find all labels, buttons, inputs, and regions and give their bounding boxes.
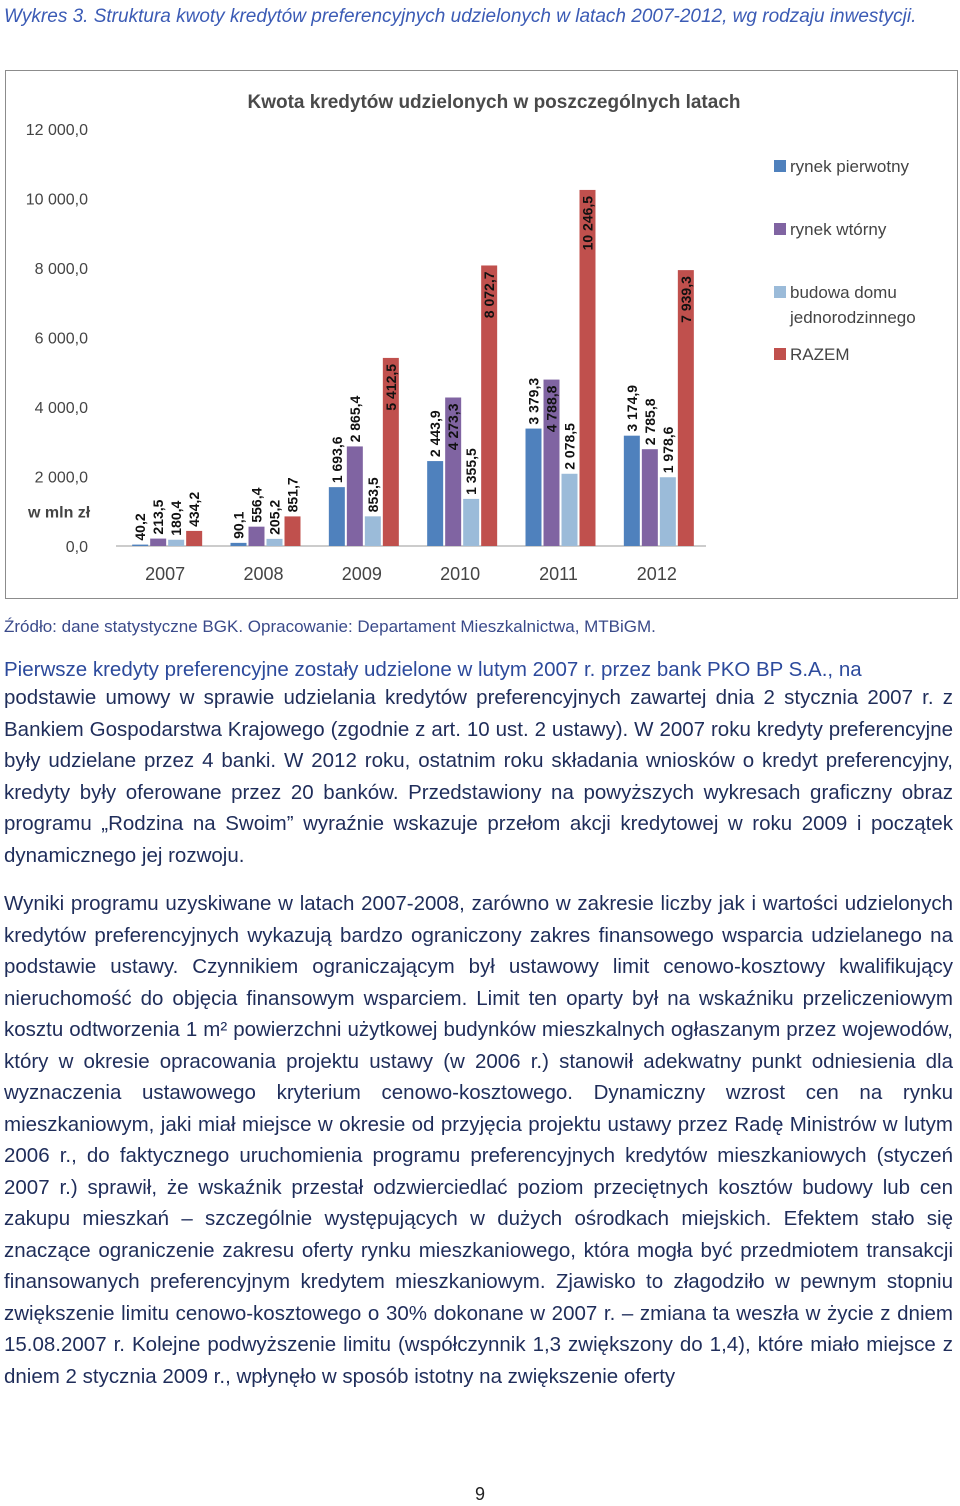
- bar: [624, 436, 640, 546]
- chart-svg: [6, 71, 957, 598]
- bar: [463, 499, 479, 546]
- y-tick-label: 4 000,0: [34, 400, 88, 417]
- data-label: 40,2: [132, 513, 149, 541]
- bar: [285, 516, 301, 546]
- y-tick-label: 6 000,0: [34, 330, 88, 348]
- legend-label: rynek wtórny: [790, 220, 887, 239]
- data-label: 205,2: [266, 499, 283, 535]
- data-label: 3 174,9: [623, 384, 640, 432]
- data-label: 853,5: [364, 477, 381, 513]
- legend-swatch: [774, 348, 786, 360]
- source-note: Źródło: dane statystyczne BGK. Opracowanie: Departament Mieszkalnictwa, MTBiGM.: [4, 617, 656, 636]
- paragraph-1: podstawie umowy w sprawie udzielania kredytów preferencyjnych zawartej dnia 2 stycznia 2007 r. z Bankiem Gospodarstwa Krajowego (zgodnie z art. 10 ust. 2 ustawy). W 2007 roku kredyty preferencyjne były udzielane przez 4 banki. W 2012 roku, ostatnim roku składania wniosków o kredyt preferencyjny, kredyty były oferowane przez 20 banków. Przedstawiony na powyższych wykresach graficzny obraz programu „Rodzina na Swoim” wyraźnie wskazuje przełom akcji kredytowej w roku 2009 i początek dynamicznego jej rozwoju.: [4, 686, 953, 867]
- legend-label: budowa domu: [790, 283, 897, 302]
- data-label: 2 865,4: [346, 395, 363, 443]
- x-tick-label: 2011: [539, 564, 578, 584]
- bar: [168, 540, 184, 546]
- bar: [231, 543, 247, 546]
- bar: [329, 487, 345, 546]
- bar: [249, 527, 265, 546]
- data-label: 3 379,3: [525, 377, 542, 425]
- x-tick-label: 2008: [243, 564, 284, 584]
- data-label: 2 785,8: [641, 398, 658, 446]
- bar: [526, 429, 542, 546]
- bar: [150, 539, 166, 546]
- x-tick-label: 2012: [636, 564, 677, 584]
- data-label: 434,2: [186, 491, 203, 527]
- bar: [186, 531, 202, 546]
- data-label: 10 246,5: [579, 195, 596, 251]
- x-tick-label: 2009: [341, 564, 382, 584]
- x-tick-label: 2010: [440, 564, 481, 584]
- bar: [347, 446, 363, 546]
- y-axis-label: w mln zł: [28, 504, 91, 522]
- bar: [132, 545, 148, 546]
- legend-swatch: [774, 160, 786, 172]
- bar-chart: [5, 70, 958, 599]
- data-label: 1 693,6: [328, 436, 345, 484]
- data-label: 5 412,5: [382, 363, 399, 411]
- chart-title: Kwota kredytów udzielonych w poszczególnych latach: [247, 92, 741, 113]
- data-label: 7 939,3: [677, 276, 694, 323]
- data-label: 4 788,8: [543, 385, 560, 433]
- data-label: 1 978,6: [659, 426, 676, 474]
- legend-label: jednorodzinnego: [790, 308, 916, 327]
- data-label: 4 273,3: [445, 403, 462, 451]
- y-tick-label: 2 000,0: [34, 469, 88, 487]
- y-tick-label: 12 000,0: [25, 122, 88, 139]
- y-tick-label: 0,0: [65, 539, 88, 556]
- y-tick-label: 10 000,0: [25, 191, 88, 209]
- legend-label: RAZEM: [790, 345, 850, 364]
- legend-swatch: [774, 286, 786, 298]
- bar: [660, 477, 676, 546]
- y-tick-label: 8 000,0: [34, 261, 88, 278]
- data-label: 851,7: [284, 477, 301, 513]
- data-label: 213,5: [150, 499, 167, 535]
- bar: [427, 461, 443, 546]
- data-label: 2 078,5: [561, 423, 578, 470]
- data-label: 556,4: [248, 487, 265, 523]
- legend-label: rynek pierwotny: [790, 157, 910, 176]
- x-tick-label: 2007: [145, 564, 186, 584]
- data-label: 180,4: [168, 500, 185, 536]
- data-label: 8 072,7: [481, 271, 498, 319]
- bar: [267, 539, 283, 546]
- legend-swatch: [774, 223, 786, 235]
- bar: [642, 449, 658, 546]
- paragraph-2: Wyniki programu uzyskiwane w latach 2007-2008, zarówno w zakresie liczby jak i wartości udzielonych kredytów preferencyjnych wykazują bardzo ograniczony zakres finansowego wsparcia udzielanego na podstawie ustawy. Czynnikiem ograniczającym był ustawowy limit cenowo-kosztowy kwalifikujący nieruchomość do objęcia finansowym wsparciem. Limit ten oparty był na wskaźniku przeliczeniowym kosztu odtworzenia 1 m² powierzchni użytkowej budynków mieszkalnych ogłaszanym przez wojewodów, który w okresie opracowania projektu ustawy (w 2006 r.) stanowił adekwatny punkt odniesienia dla wyznaczenia ustawowego kryterium cenowo-kosztowego. Dynamiczny wzrost cen na rynku mieszkaniowym, jaki miał miejsce w okresie od przyjęcia projektu ustawy przez Radę Ministrów w lutym 2006 r., do faktycznego uruchomienia programu preferencyjnych kredytów mieszkaniowych (styczeń 2007 r.) sprawił, że wskaźnik przestał odzwierciedlać poziom przeciętnych kosztów budowy lub cen zakupu mieszkań – szczególnie występujących w dużych ośrodkach miejskich. Efektem stało się znaczące ograniczenie zakresu oferty rynku mieszkaniowego, która mogła być przedmiotem transakcji finansowanych preferencyjnym kredytem mieszkaniowym. Zjawisko to złagodziło w pewnym stopniu zwiększenie limitu cenowo-kosztowego o 30% dokonane w 2007 r. – zmiana ta weszła w życie z dniem 15.08.2007 r. Kolejne podwyższenie limitu (współczynnik 1,3 zwiększony do 1,4), które miało miejsce z dniem 2 stycznia 2009 r., wpłynęło w sposób istotny na zwiększenie oferty: [4, 892, 953, 1388]
- data-label: 1 355,5: [463, 448, 480, 495]
- data-label: 2 443,9: [427, 410, 444, 458]
- lead-line: Pierwsze kredyty preferencyjne zostały udzielone w lutym 2007 r. przez bank PKO BP S.A., na: [4, 658, 862, 681]
- page-number: 9: [474, 1484, 485, 1504]
- bar: [365, 516, 381, 546]
- figure-caption: Wykres 3. Struktura kwoty kredytów preferencyjnych udzielonych w latach 2007-2012, wg rodzaju inwestycji.: [4, 6, 917, 27]
- bar: [562, 474, 578, 546]
- data-label: 90,1: [230, 511, 247, 539]
